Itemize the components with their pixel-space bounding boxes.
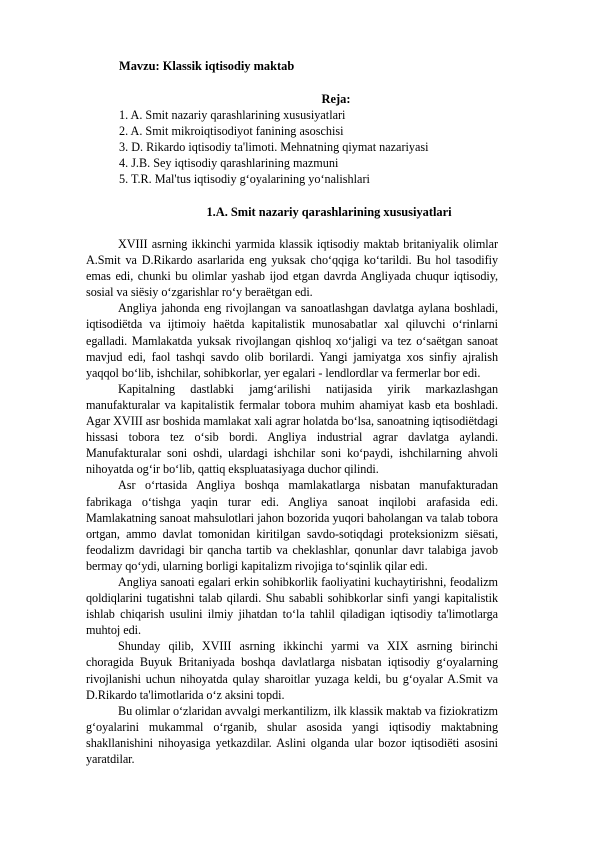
paragraph: Asr o‘rtasida Angliya boshqa mamlakatlarga nisbatan manufakturadan fabrikaga o‘tishga yaqin turar edi. Angliya sanoat inqilobi arafasida edi. Mamlakatning sanoat mahsulotlari jahon bozorida yuqori baholangan va talab tobora ortgan, ammo davlat tomonidan kiritilgan savdo-sotiqdagi proteksionizm siёsati, feodalizm davridagi bir qancha tartib va cheklashlar, qonunlar davr talabiga javob bermay qo‘ydi, ularning borligi kapitalizm rivojiga to‘sqinlik qilar edi. xyxy=(86,478,498,573)
paragraph: Shunday qilib, XVIII asrning ikkinchi yarmi va XIX asrning birinchi choragida Buyuk Britaniyada boshqa davlatlarga nisbatan iqtisodiy g‘oyalarning rivojlanishi uchun nihoyatda qulay sharoitlar yuzaga keldi, bu g‘oyalar A.Smit va D.Rikardo ta'limotlarida o‘z aksini topdi. xyxy=(86,639,498,702)
plan-list xyxy=(119,107,429,187)
paragraph: Angliya sanoati egalari erkin sohibkorlik faoliyatini kuchaytirishni, feodalizm qoldiqlarini tugatishni talab qilardi. Shu sababli sohibkorlar sinfi yangi kapitalistik ishlab chiqarish usulini ilmiy jihatdan to‘la tahlil qiladigan iqtisodiy ta'limotlarga muhtoj edi. xyxy=(86,574,498,638)
plan-item: 2. A. Smit mikroiqtisodiyot fanining asoschisi xyxy=(119,124,344,139)
topic-heading: Mavzu: Klassik iqtisodiy maktab xyxy=(119,59,295,73)
paragraph: XVIII asrning ikkinchi yarmida klassik iqtisodiy maktab britaniyalik olimlar A.Smit va D.Rikardo asarlarida eng yuksak cho‘qqiga ko‘tarildi. Bu hol tasodifiy emas edi, chunki bu olimlar yashab ijod etgan davrda Angliyada chuqur iqtisodiy, sosial va siёsiy o‘zgarishlar ro‘y beraёtgan edi. xyxy=(86,237,498,300)
paragraph: Angliya jahonda eng rivojlangan va sanoatlashgan davlatga aylana boshladi, iqtisodiёtda va ijtimoiy haёtda kapitalistik munosabatlar xal qiluvchi o‘rinlarni egalladi. Mamlakatda yuksak rivojlangan qishloq xo‘jaligi va tez o‘saёtgan sanoat mavjud edi, faol tashqi savdo olib borilardi. Yangi jamiyatga xos sinfiy ajralish yaqqol bo‘lib, ishchilar, sohibkorlar, yer egalari - lendlordlar va fermerlar bor edi. xyxy=(86,301,498,380)
plan-item: 3. D. Rikardo iqtisodiy ta'limoti. Mehnatning qiymat nazariyasi xyxy=(119,140,429,155)
plan-title: Reja: xyxy=(321,92,351,106)
plan-item: 4. J.B. Sey iqtisodiy qarashlarining mazmuni xyxy=(119,156,339,171)
plan-item: 5. T.R. Mal'tus iqtisodiy g‘oyalarining yo‘nalishlari xyxy=(119,172,370,187)
body-text xyxy=(86,236,498,767)
section-title: 1.A. Smit nazariy qarashlarining xususiyatlari xyxy=(206,205,452,219)
paragraph: Kapitalning dastlabki jamg‘arilishi natijasida yirik markazlashgan manufakturalar va kapitalistik fermalar tobora muhim ahamiyat kasb eta boshladi. Agar XVIII asr boshida mamlakat xali agrar holatda bo‘lsa, sanoatning iqtisodiёtdagi hissasi tobora tez o‘sib bordi. Angliya industrial agrar davlatga aylandi. Manufakturalar soni oshdi, ulardagi ishchilar soni ko‘paydi, ishchilarning ahvoli nihoyatda og‘ir bo‘lib, qattiq ekspluatasiyaga duchor qilindi. xyxy=(86,381,498,477)
paragraph: Bu olimlar o‘zlaridan avvalgi merkantilizm, ilk klassik maktab va fiziokratizm g‘oyalarini mukammal o‘rganib, shular asosida yangi iqtisodiy maktabning shakllanishini nihoyasiga yetkazdilar. Aslini olganda ular bozor iqtisodiёti asosini yaratdilar. xyxy=(86,703,498,766)
plan-item: 1. A. Smit nazariy qarashlarining xususiyatlari xyxy=(119,108,346,122)
